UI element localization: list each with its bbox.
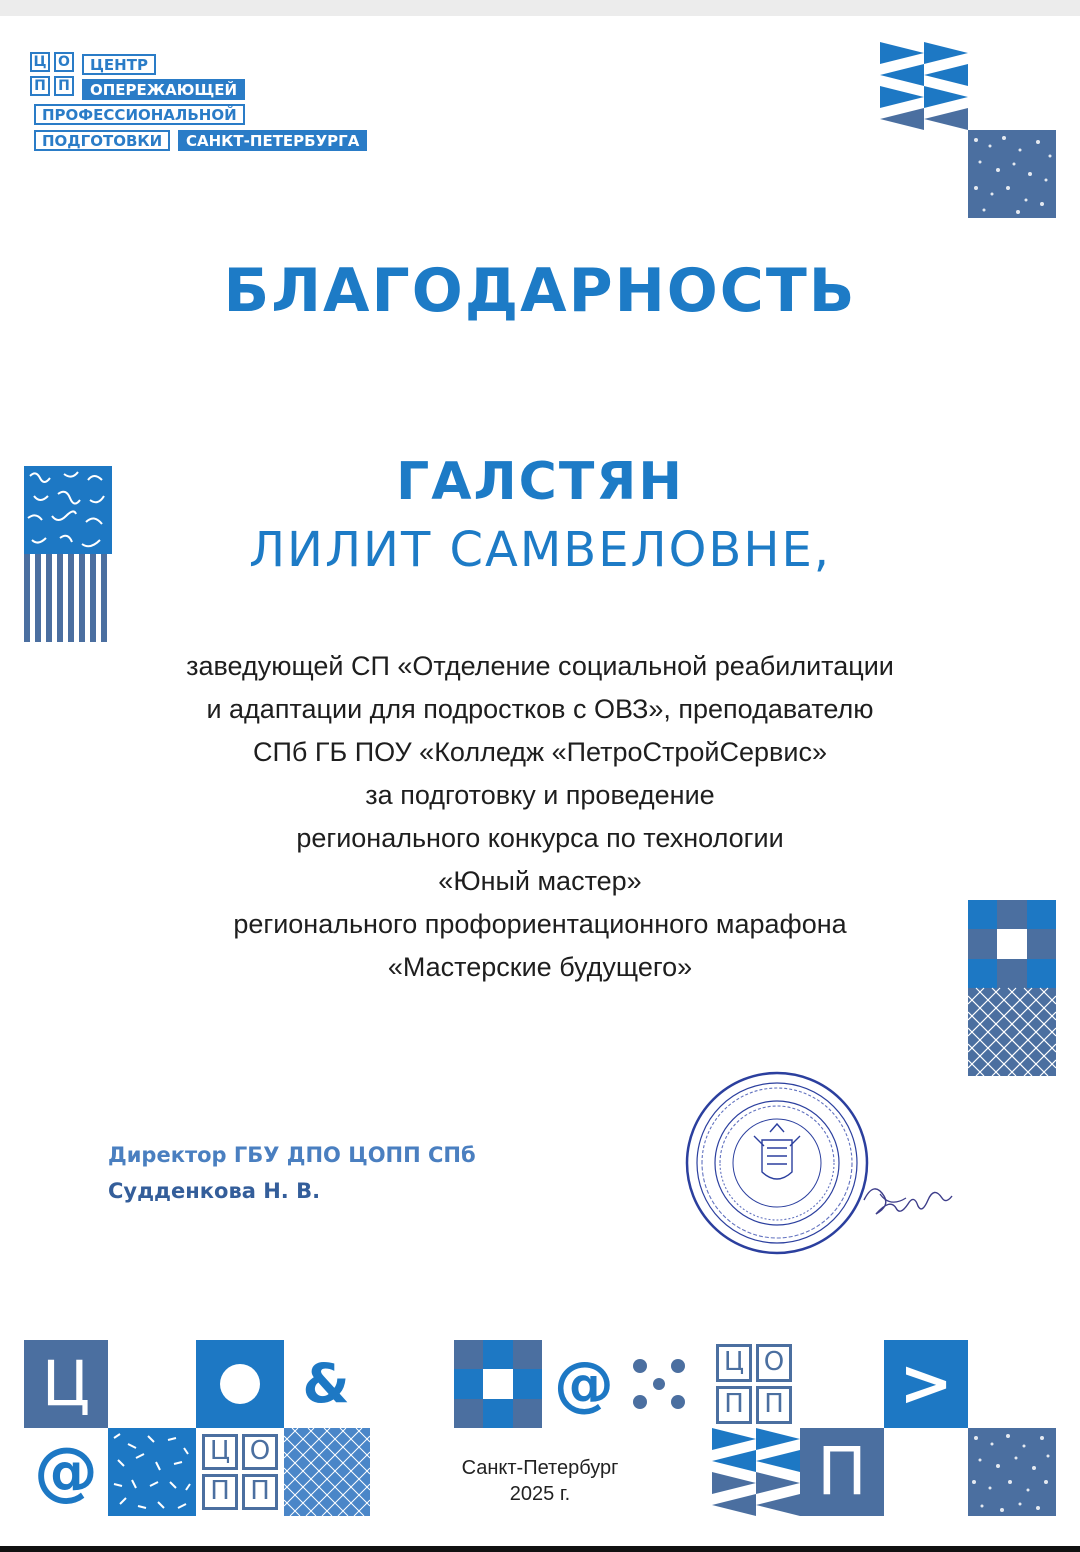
footer-glyph-amp: &	[302, 1352, 350, 1415]
footer-tile-dots	[968, 1428, 1056, 1516]
mini-logo-letter: О	[242, 1434, 278, 1470]
body-line: регионального конкурса по технологии	[296, 823, 784, 853]
footer-glyph-at2: @	[554, 1349, 614, 1419]
signature	[860, 1170, 970, 1230]
logo-mark	[30, 52, 76, 98]
footer-tile-zigzag	[712, 1428, 800, 1516]
signatory-name: Судденкова Н. В.	[108, 1179, 321, 1203]
logo-line-2: ОПЕРЕЖАЮЩЕЙ	[82, 79, 245, 100]
footer-mini-logo-2	[712, 1340, 796, 1428]
bottom-bar	[0, 1546, 1080, 1552]
body-text	[100, 645, 980, 989]
mini-logo-letter: О	[756, 1344, 792, 1382]
body-line: СПб ГБ ПОУ «Колледж «ПетроСтройСервис»	[253, 737, 827, 767]
signatory-block	[108, 1137, 476, 1209]
footer-tile-dot	[196, 1340, 284, 1428]
body-line: за подготовку и проведение	[365, 780, 715, 810]
logo-line-1: ЦЕНТР	[82, 54, 156, 75]
footer-tile-amp	[284, 1340, 368, 1428]
right-pattern	[968, 900, 1056, 1076]
logo-line-4b: САНКТ-ПЕТЕРБУРГА	[178, 130, 367, 151]
signatory-position: Директор ГБУ ДПО ЦОПП СПб	[108, 1143, 476, 1167]
logo-mark-letter: О	[54, 52, 74, 72]
official-stamp	[682, 1068, 872, 1258]
body-line: «Мастерские будущего»	[387, 952, 693, 982]
recipient-given-name: ЛИЛИТ САМВЕЛОВНЕ,	[248, 522, 832, 578]
logo-mark-letter: Ц	[30, 52, 50, 72]
logo-line-3: ПРОФЕССИОНАЛЬНОЙ	[34, 104, 245, 125]
mini-logo-letter: П	[716, 1386, 752, 1424]
document-title: БЛАГОДАРНОСТЬ	[223, 256, 857, 326]
footer-tile-at	[24, 1428, 108, 1516]
footer-glyph-gt: >	[899, 1347, 953, 1421]
mini-logo-letter: Ц	[716, 1344, 752, 1382]
top-bar	[0, 0, 1080, 16]
mini-logo-letter: П	[242, 1474, 278, 1510]
mini-logo-letter: П	[756, 1386, 792, 1424]
footer-tile-grid	[454, 1340, 542, 1428]
year: 2025 г.	[509, 1483, 571, 1505]
mini-logo-letter: Ц	[202, 1434, 238, 1470]
logo-mark-letter: П	[54, 76, 74, 96]
recipient-surname: ГАЛСТЯН	[396, 452, 684, 512]
footer-tile-p	[800, 1428, 884, 1516]
footer-tile-squiggle	[108, 1428, 196, 1516]
body-line: и адаптации для подростков с ОВЗ», преподавателю	[206, 694, 874, 724]
logo-line-4a: ПОДГОТОВКИ	[34, 130, 170, 151]
footer-tile-gt	[884, 1340, 968, 1428]
footer-glyph-at: @	[34, 1435, 98, 1509]
mini-logo-letter: П	[202, 1474, 238, 1510]
footer-tile-ts	[24, 1340, 108, 1428]
place-date	[430, 1455, 650, 1507]
body-line: заведующей СП «Отделение социальной реабилитации	[186, 651, 894, 681]
top-right-pattern	[880, 42, 1058, 218]
footer-tile-at2	[542, 1340, 626, 1428]
body-line: регионального профориентационного марафона	[233, 909, 847, 939]
footer-tile-crosshatch	[284, 1428, 370, 1516]
city-name: Санкт-Петербург	[461, 1457, 619, 1479]
body-line: «Юный мастер»	[438, 866, 642, 896]
logo-mark-letter: П	[30, 76, 50, 96]
footer-dots-icon	[628, 1352, 692, 1416]
footer-mini-logo	[196, 1428, 284, 1516]
footer-glyph-ts: Ц	[41, 1347, 91, 1420]
circle-icon	[220, 1364, 260, 1404]
footer-glyph-p: П	[817, 1433, 867, 1510]
